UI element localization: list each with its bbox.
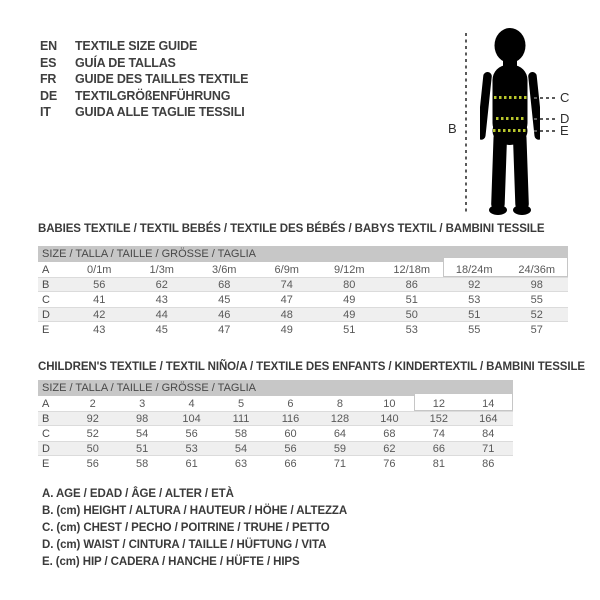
legend-item: C. (cm) CHEST / PECHO / POITRINE / TRUHE / PETTO xyxy=(42,521,330,534)
row-label: D xyxy=(42,442,50,455)
table-cell: 6 xyxy=(287,397,294,410)
table-cell: 49 xyxy=(343,308,356,321)
table-cell: 111 xyxy=(232,412,250,425)
table-row xyxy=(38,441,513,456)
language-label: GUÍA DE TALLAS xyxy=(75,55,176,70)
table-cell: 152 xyxy=(429,412,448,425)
table-cell: 62 xyxy=(383,442,396,455)
table-cell: 55 xyxy=(530,293,543,306)
table-cell: 66 xyxy=(284,457,297,470)
legend-item: B. (cm) HEIGHT / ALTURA / HAUTEUR / HÖHE / ALTEZZA xyxy=(42,505,348,518)
row-label: B xyxy=(42,412,50,425)
table-cell: 64 xyxy=(333,427,347,440)
table-cell: 52 xyxy=(86,427,99,440)
table-cell: 56 xyxy=(185,427,198,440)
table-cell: 61 xyxy=(185,457,198,470)
babies-size-header-band: SIZE / TALLA / TAILLE / GRÖSSE / TAGLIA xyxy=(38,246,568,262)
table-cell: 92 xyxy=(86,412,99,425)
height-measure-line xyxy=(465,33,467,214)
language-label: GUIDA ALLE TAGLIE TESSILI xyxy=(75,105,245,120)
measurement-figure xyxy=(448,18,588,228)
table-row xyxy=(38,262,568,277)
table-cell: 58 xyxy=(136,457,149,470)
waist-leader-line xyxy=(534,118,556,120)
chest-label: C xyxy=(560,90,570,105)
table-row xyxy=(38,307,568,322)
table-cell: 58 xyxy=(234,427,248,440)
row-label: B xyxy=(42,278,50,291)
table-cell: 0/1m xyxy=(87,263,112,276)
table-cell: 14 xyxy=(482,397,495,410)
children-table-rows xyxy=(38,396,513,471)
table-cell: 86 xyxy=(405,278,418,291)
table-cell: 98 xyxy=(530,278,543,291)
legend-item: A. AGE / EDAD / ÂGE / ALTER / ETÀ xyxy=(42,488,234,501)
table-cell: 9/12m xyxy=(333,263,365,276)
table-cell: 92 xyxy=(468,278,481,291)
babies-table-rows xyxy=(38,262,568,337)
language-row xyxy=(40,55,248,72)
row-label: C xyxy=(42,293,50,306)
table-cell: 68 xyxy=(218,278,231,291)
table-cell: 2 xyxy=(89,397,96,410)
table-cell: 1/3m xyxy=(149,263,174,276)
child-silhouette-icon xyxy=(480,28,540,218)
table-cell: 47 xyxy=(218,323,231,336)
hip-measure-line xyxy=(493,129,528,132)
table-cell: 56 xyxy=(86,457,99,470)
language-label: TEXTILE SIZE GUIDE xyxy=(75,39,198,54)
language-code: DE xyxy=(40,88,57,103)
table-row xyxy=(38,292,568,307)
table-cell: 45 xyxy=(155,323,168,336)
table-row xyxy=(38,322,568,337)
table-cell: 59 xyxy=(333,442,347,455)
table-cell: 44 xyxy=(155,308,168,321)
language-label: GUIDE DES TAILLES TEXTILE xyxy=(75,72,249,87)
row-label: E xyxy=(42,457,50,470)
language-row xyxy=(40,104,248,121)
table-cell: 41 xyxy=(93,293,106,306)
babies-table-title: BABIES TEXTILE / TEXTIL BEBÉS / TEXTILE DES BÉBÉS / BABYS TEXTIL / BAMBINI TESSILE xyxy=(38,223,545,235)
table-cell: 80 xyxy=(343,278,356,291)
table-cell: 4 xyxy=(188,397,195,410)
language-code: FR xyxy=(40,72,57,87)
children-size-header-band: SIZE / TALLA / TAILLE / GRÖSSE / TAGLIA xyxy=(38,380,513,396)
table-cell: 68 xyxy=(383,427,396,440)
chest-leader-line xyxy=(534,97,556,99)
table-cell: 42 xyxy=(93,308,106,321)
table-cell: 52 xyxy=(530,308,543,321)
table-row xyxy=(38,456,513,471)
table-cell: 51 xyxy=(468,308,481,321)
table-cell: 46 xyxy=(218,308,231,321)
table-cell: 3 xyxy=(139,397,146,410)
table-cell: 47 xyxy=(280,293,293,306)
table-cell: 55 xyxy=(468,323,481,336)
language-label: TEXTILGRÖßENFÜHRUNG xyxy=(75,88,231,103)
table-cell: 63 xyxy=(234,457,248,470)
table-cell: 51 xyxy=(405,293,418,306)
table-cell: 54 xyxy=(136,427,149,440)
table-cell: 3/6m xyxy=(212,263,237,276)
table-cell: 53 xyxy=(185,442,198,455)
babies-table xyxy=(38,246,568,337)
table-cell: 8 xyxy=(336,397,343,410)
language-row xyxy=(40,71,248,88)
table-cell: 81 xyxy=(432,457,445,470)
table-cell: 140 xyxy=(380,412,399,425)
table-cell: 116 xyxy=(281,412,300,425)
language-row xyxy=(40,88,248,105)
table-row xyxy=(38,277,568,292)
table-cell: 57 xyxy=(530,323,543,336)
row-label: C xyxy=(42,427,50,440)
table-cell: 51 xyxy=(136,442,149,455)
table-cell: 56 xyxy=(284,442,297,455)
children-table xyxy=(38,380,513,471)
language-list xyxy=(40,38,248,121)
table-cell: 12/18m xyxy=(393,263,431,276)
children-table-title: CHILDREN'S TEXTILE / TEXTIL NIÑO/A / TEXTILE DES ENFANTS / KINDERTEXTIL / BAMBINI TESSILE xyxy=(38,361,585,373)
table-cell: 71 xyxy=(333,457,347,470)
chest-measure-line xyxy=(494,96,528,99)
table-cell: 51 xyxy=(343,323,356,336)
row-label: A xyxy=(42,397,50,410)
language-code: IT xyxy=(40,105,51,120)
table-row xyxy=(38,426,513,441)
table-cell: 48 xyxy=(280,308,293,321)
table-cell: 50 xyxy=(86,442,99,455)
table-cell: 62 xyxy=(155,278,168,291)
table-cell: 5 xyxy=(237,397,245,410)
table-cell: 53 xyxy=(468,293,481,306)
table-cell: 10 xyxy=(383,397,396,410)
table-cell: 84 xyxy=(482,427,495,440)
table-cell: 104 xyxy=(182,412,201,425)
language-row xyxy=(40,38,248,55)
table-cell: 45 xyxy=(218,293,231,306)
table-row xyxy=(38,396,513,411)
measurement-legend xyxy=(42,486,347,570)
table-cell: 49 xyxy=(343,293,356,306)
table-cell: 76 xyxy=(383,457,396,470)
table-cell: 71 xyxy=(482,442,495,455)
table-cell: 86 xyxy=(482,457,495,470)
height-label: B xyxy=(448,121,457,136)
table-row xyxy=(38,411,513,426)
hip-label: E xyxy=(560,123,569,138)
language-code: ES xyxy=(40,55,57,70)
table-cell: 66 xyxy=(432,442,445,455)
table-cell: 18/24m xyxy=(455,263,493,276)
table-cell: 164 xyxy=(479,412,498,425)
table-cell: 54 xyxy=(234,442,248,455)
table-cell: 6/9m xyxy=(274,263,299,276)
language-code: EN xyxy=(40,39,57,54)
table-cell: 50 xyxy=(405,308,418,321)
table-cell: 74 xyxy=(432,427,445,440)
table-cell: 74 xyxy=(280,278,293,291)
waist-label: D xyxy=(560,111,570,126)
hip-leader-line xyxy=(534,130,556,132)
table-cell: 24/36m xyxy=(518,263,556,276)
table-cell: 128 xyxy=(330,412,350,425)
waist-measure-line xyxy=(496,117,526,120)
row-label: A xyxy=(42,263,50,276)
table-cell: 43 xyxy=(93,323,106,336)
table-cell: 43 xyxy=(155,293,168,306)
row-label: D xyxy=(42,308,50,321)
table-cell: 56 xyxy=(93,278,106,291)
row-label: E xyxy=(42,323,50,336)
legend-item: E. (cm) HIP / CADERA / HANCHE / HÜFTE / HIPS xyxy=(42,555,300,568)
table-cell: 49 xyxy=(280,323,293,336)
table-cell: 98 xyxy=(136,412,149,425)
table-cell: 53 xyxy=(405,323,418,336)
table-cell: 60 xyxy=(284,427,297,440)
table-cell: 12 xyxy=(432,397,445,410)
legend-item: D. (cm) WAIST / CINTURA / TAILLE / HÜFTUNG / VITA xyxy=(42,538,327,551)
